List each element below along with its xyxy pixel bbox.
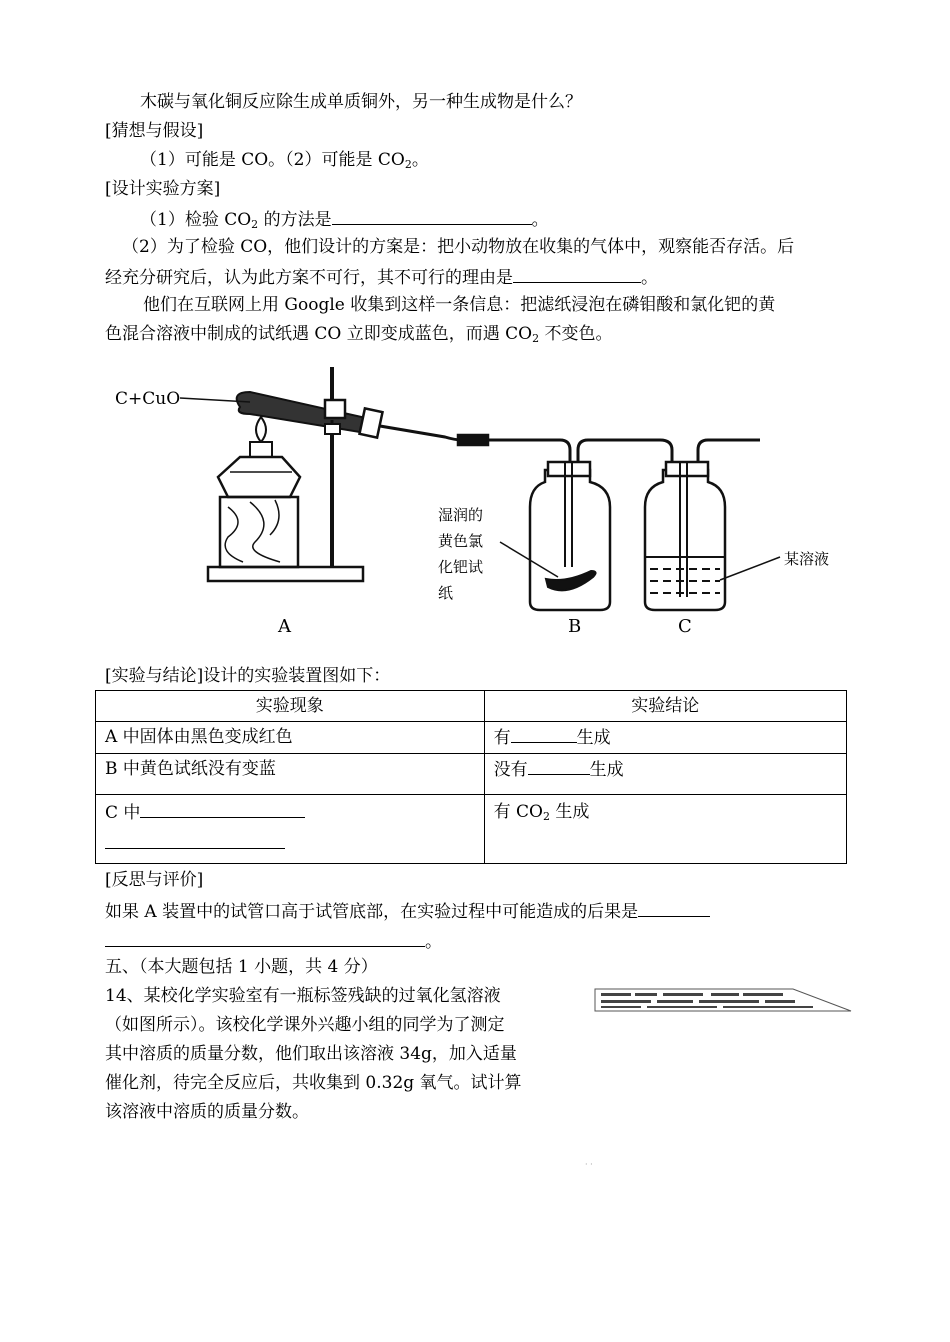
row2-conclusion: 没有 生成	[484, 754, 846, 795]
answer-blank-row3a[interactable]	[140, 799, 305, 818]
alcohol-lamp	[218, 457, 300, 497]
label-a: A	[278, 616, 291, 637]
answer-blank-reason[interactable]	[513, 264, 641, 283]
header-phenomenon: 实验现象	[96, 691, 485, 722]
hypothesis-heading: [猜想与假设]	[105, 121, 204, 141]
conclusion-heading: [实验与结论]设计的实验装置图如下：	[105, 666, 391, 686]
label-c: C	[678, 616, 692, 637]
header-conclusion: 实验结论	[484, 691, 846, 722]
svg-text:化钯试: 化钯试	[438, 558, 484, 576]
label-reactant: C+CuO	[115, 389, 181, 409]
problem-line: 其中溶质的质量分数，他们取出该溶液 34g，加入适量	[105, 1044, 517, 1064]
scan-artifact: · ·	[585, 1160, 593, 1169]
row1-phenomenon: A 中固体由黑色变成红色	[96, 722, 485, 754]
label-b: B	[568, 616, 582, 637]
delivery-tube-bc	[578, 440, 672, 472]
reflection-question: 如果 A 装置中的试管口高于试管底部，在实验过程中可能造成的后果是	[105, 898, 710, 924]
table-row	[96, 795, 847, 864]
bottle-c	[645, 470, 725, 610]
answer-blank-reflection-a[interactable]	[638, 898, 710, 917]
reagent-label-image	[593, 985, 853, 1017]
answer-blank-row3b[interactable]	[105, 830, 285, 849]
label-solution: 某溶液	[784, 550, 830, 568]
hypothesis-1: （1）可能是 CO。	[140, 150, 286, 170]
answer-blank-reflection-b[interactable]	[105, 928, 425, 947]
table-row	[96, 722, 847, 754]
label-test-paper	[438, 506, 483, 602]
answer-blank-row2[interactable]	[528, 756, 590, 775]
answer-blank-co2-test[interactable]	[332, 206, 532, 225]
table-row	[96, 754, 847, 795]
stopper-a	[359, 408, 382, 437]
row3-conclusion: 有 $CO_2$ 生成	[484, 795, 846, 864]
results-table	[95, 690, 847, 864]
info-line2: 色混合溶液中制成的试纸遇 CO 立即变成蓝色，而遇 $CO_2$ 不变色。	[105, 324, 613, 345]
design-2-line2: 经充分研究后，认为此方案不可行，其不可行的理由是 。	[105, 264, 658, 290]
clamp	[325, 400, 345, 418]
outlet-tube	[698, 440, 760, 462]
design-2-line1: （2）为了检验 CO，他们设计的方案是：把小动物放在收集的气体中，观察能否存活。后	[122, 237, 795, 257]
problem-line: （如图所示）。该校化学课外兴趣小组的同学为了测定	[105, 1015, 505, 1035]
table-header-row	[96, 691, 847, 722]
stand-base	[208, 567, 363, 581]
problem-line: 该溶液中溶质的质量分数。	[105, 1102, 309, 1122]
apparatus-figure	[100, 362, 860, 647]
section5-heading: 五、（本大题包括 1 小题，共 4 分）	[105, 957, 378, 977]
row3-phenomenon: C 中	[96, 795, 485, 864]
hypothesis-2: （2）可能是 $CO_2$。	[285, 150, 429, 171]
design-heading: [设计实验方案]	[105, 179, 221, 199]
stopper-b	[548, 462, 590, 476]
flame	[256, 417, 266, 442]
rubber-joint	[458, 435, 488, 445]
svg-text:纸: 纸	[438, 584, 454, 602]
svg-text:湿润的: 湿润的	[438, 506, 484, 524]
test-tube	[237, 392, 375, 434]
reflection-line2: 。	[105, 928, 442, 954]
row1-conclusion: 有 生成	[484, 722, 846, 754]
info-line1: 他们在互联网上用 Google 收集到这样一条信息：把滤纸浸泡在磷钼酸和氯化钯的黄	[143, 295, 776, 315]
svg-text:黄色氯: 黄色氯	[438, 532, 484, 550]
answer-blank-row1[interactable]	[511, 724, 577, 743]
delivery-tube-ab	[380, 426, 570, 472]
design-1: （1）检验 $CO_2$ 的方法是 。	[140, 206, 549, 237]
question-text: 木碳与氧化铜反应除生成单质铜外，另一种生成物是什么？	[140, 92, 582, 112]
solution-level	[646, 557, 724, 593]
problem-line: 14、某校化学实验室有一瓶标签残缺的过氧化氢溶液	[105, 986, 501, 1006]
problem-line: 催化剂，待完全反应后，共收集到 0.32g 氧气。试计算	[105, 1073, 522, 1093]
reflection-heading: [反思与评价]	[105, 870, 204, 890]
row2-phenomenon: B 中黄色试纸没有变蓝	[96, 754, 485, 795]
hypothesis-line	[140, 148, 429, 177]
